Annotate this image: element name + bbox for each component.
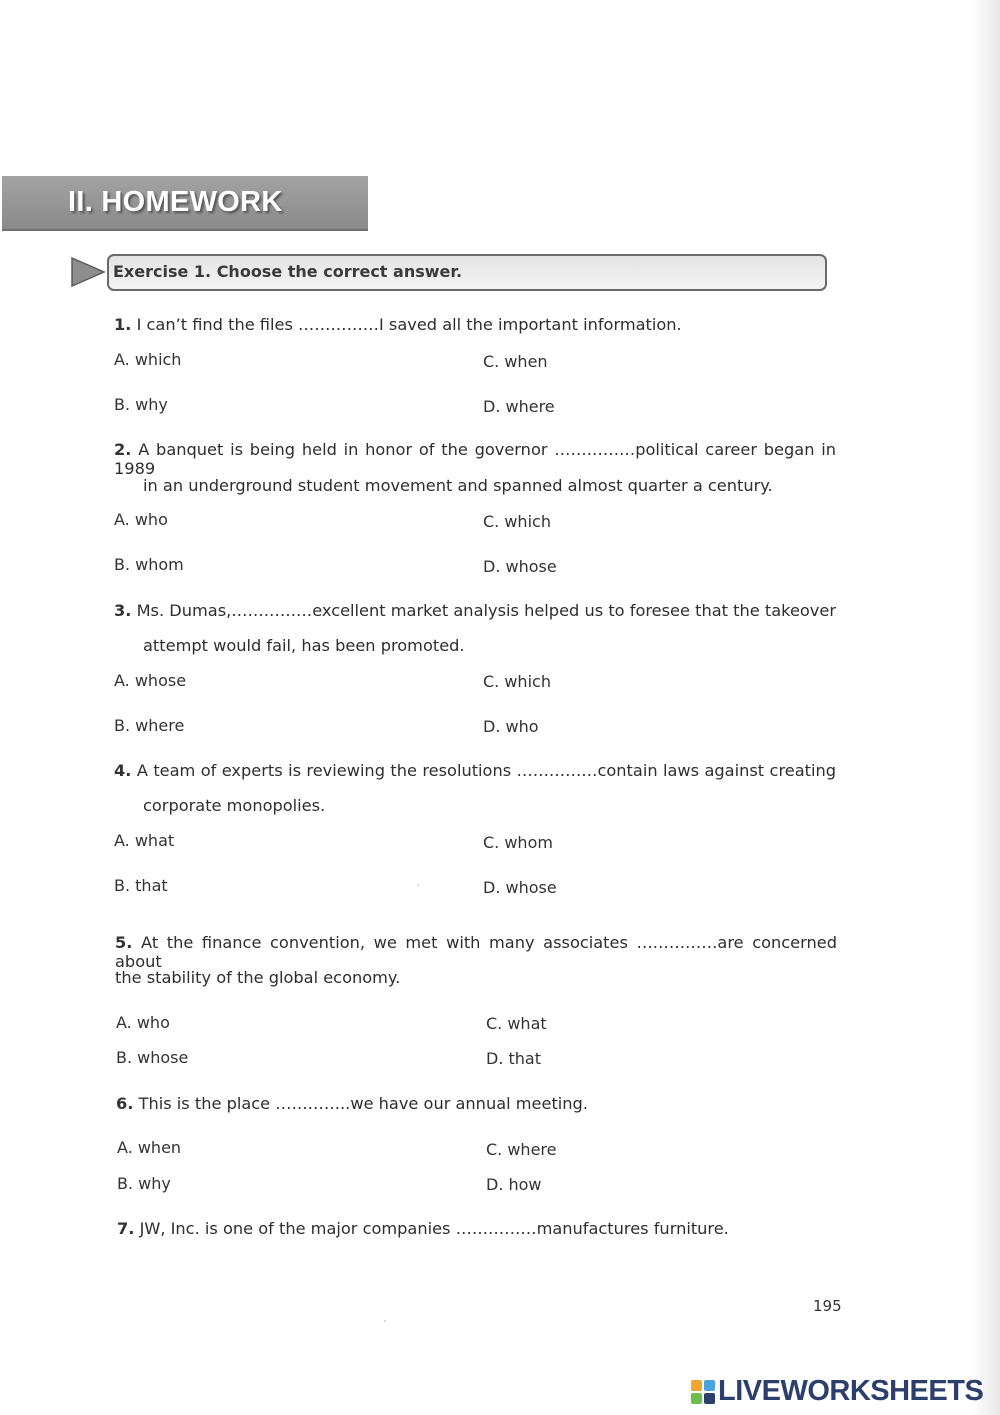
option-b[interactable]: B. why <box>117 1174 171 1193</box>
option-c[interactable]: C. what <box>486 1014 547 1033</box>
section-title: II. HOMEWORK <box>68 186 283 218</box>
option-c[interactable]: C. where <box>486 1140 557 1159</box>
option-a[interactable]: A. whose <box>114 671 187 690</box>
question-1 <box>114 315 682 334</box>
option-a[interactable]: A. what <box>114 831 175 850</box>
question-number: 3. <box>114 601 132 620</box>
question-number: 7. <box>117 1219 135 1238</box>
option-d[interactable]: D. where <box>483 397 555 416</box>
option-c[interactable]: C. when <box>483 352 548 371</box>
scan-speck <box>417 884 419 886</box>
question-text: JW, Inc. is one of the major companies ……………manufactures furniture. <box>139 1219 729 1238</box>
option-b[interactable]: B. where <box>114 716 185 735</box>
scan-speck <box>384 1320 386 1322</box>
page-number: 195 <box>813 1297 842 1315</box>
question-7 <box>117 1219 729 1238</box>
option-d[interactable]: D. whose <box>483 557 557 576</box>
option-a[interactable]: A. when <box>117 1138 182 1157</box>
question-4-continuation: corporate monopolies. <box>143 796 326 815</box>
question-text: I can’t find the files ……………I saved all the important information. <box>136 315 682 334</box>
option-b[interactable]: B. that <box>114 876 168 895</box>
option-b[interactable]: B. whose <box>116 1048 189 1067</box>
question-2 <box>114 440 836 478</box>
question-5-continuation: the stability of the global economy. <box>115 968 401 987</box>
question-text: A team of experts is reviewing the resolutions ……………contain laws against creating <box>136 761 836 780</box>
grid-logo-icon <box>690 1379 716 1405</box>
question-number: 6. <box>116 1094 134 1113</box>
option-a[interactable]: A. who <box>114 510 168 529</box>
page-edge-shadow <box>970 0 1000 1415</box>
question-4 <box>114 761 836 780</box>
question-text: A banquet is being held in honor of the governor ……………political career began in 1989 <box>114 440 836 478</box>
option-d[interactable]: D. who <box>483 717 539 736</box>
question-number: 1. <box>114 315 132 334</box>
option-d[interactable]: D. that <box>486 1049 541 1068</box>
option-a[interactable]: A. which <box>114 350 182 369</box>
logo-text: LIVEWORKSHEETS <box>718 1375 984 1407</box>
option-d[interactable]: D. whose <box>483 878 557 897</box>
question-number: 5. <box>115 933 133 952</box>
question-number: 2. <box>114 440 132 459</box>
option-c[interactable]: C. whom <box>483 833 553 852</box>
question-6 <box>116 1094 588 1113</box>
question-5 <box>115 933 837 971</box>
question-3-continuation: attempt would fail, has been promoted. <box>143 636 465 655</box>
option-c[interactable]: C. which <box>483 672 551 691</box>
option-b[interactable]: B. why <box>114 395 168 414</box>
arrow-right-icon <box>70 256 106 288</box>
option-a[interactable]: A. who <box>116 1013 170 1032</box>
question-2-continuation: in an underground student movement and spanned almost quarter a century. <box>143 476 773 495</box>
question-3 <box>114 601 836 620</box>
option-c[interactable]: C. which <box>483 512 551 531</box>
option-d[interactable]: D. how <box>486 1175 542 1194</box>
question-text: Ms. Dumas,……………excellent market analysis helped us to foresee that the takeover <box>136 601 836 620</box>
question-number: 4. <box>114 761 132 780</box>
question-text: This is the place …………..we have our annual meeting. <box>138 1094 588 1113</box>
option-b[interactable]: B. whom <box>114 555 184 574</box>
question-text: At the finance convention, we met with many associates ……………are concerned about <box>115 933 837 971</box>
exercise-title: Exercise 1. Choose the correct answer. <box>113 262 463 281</box>
